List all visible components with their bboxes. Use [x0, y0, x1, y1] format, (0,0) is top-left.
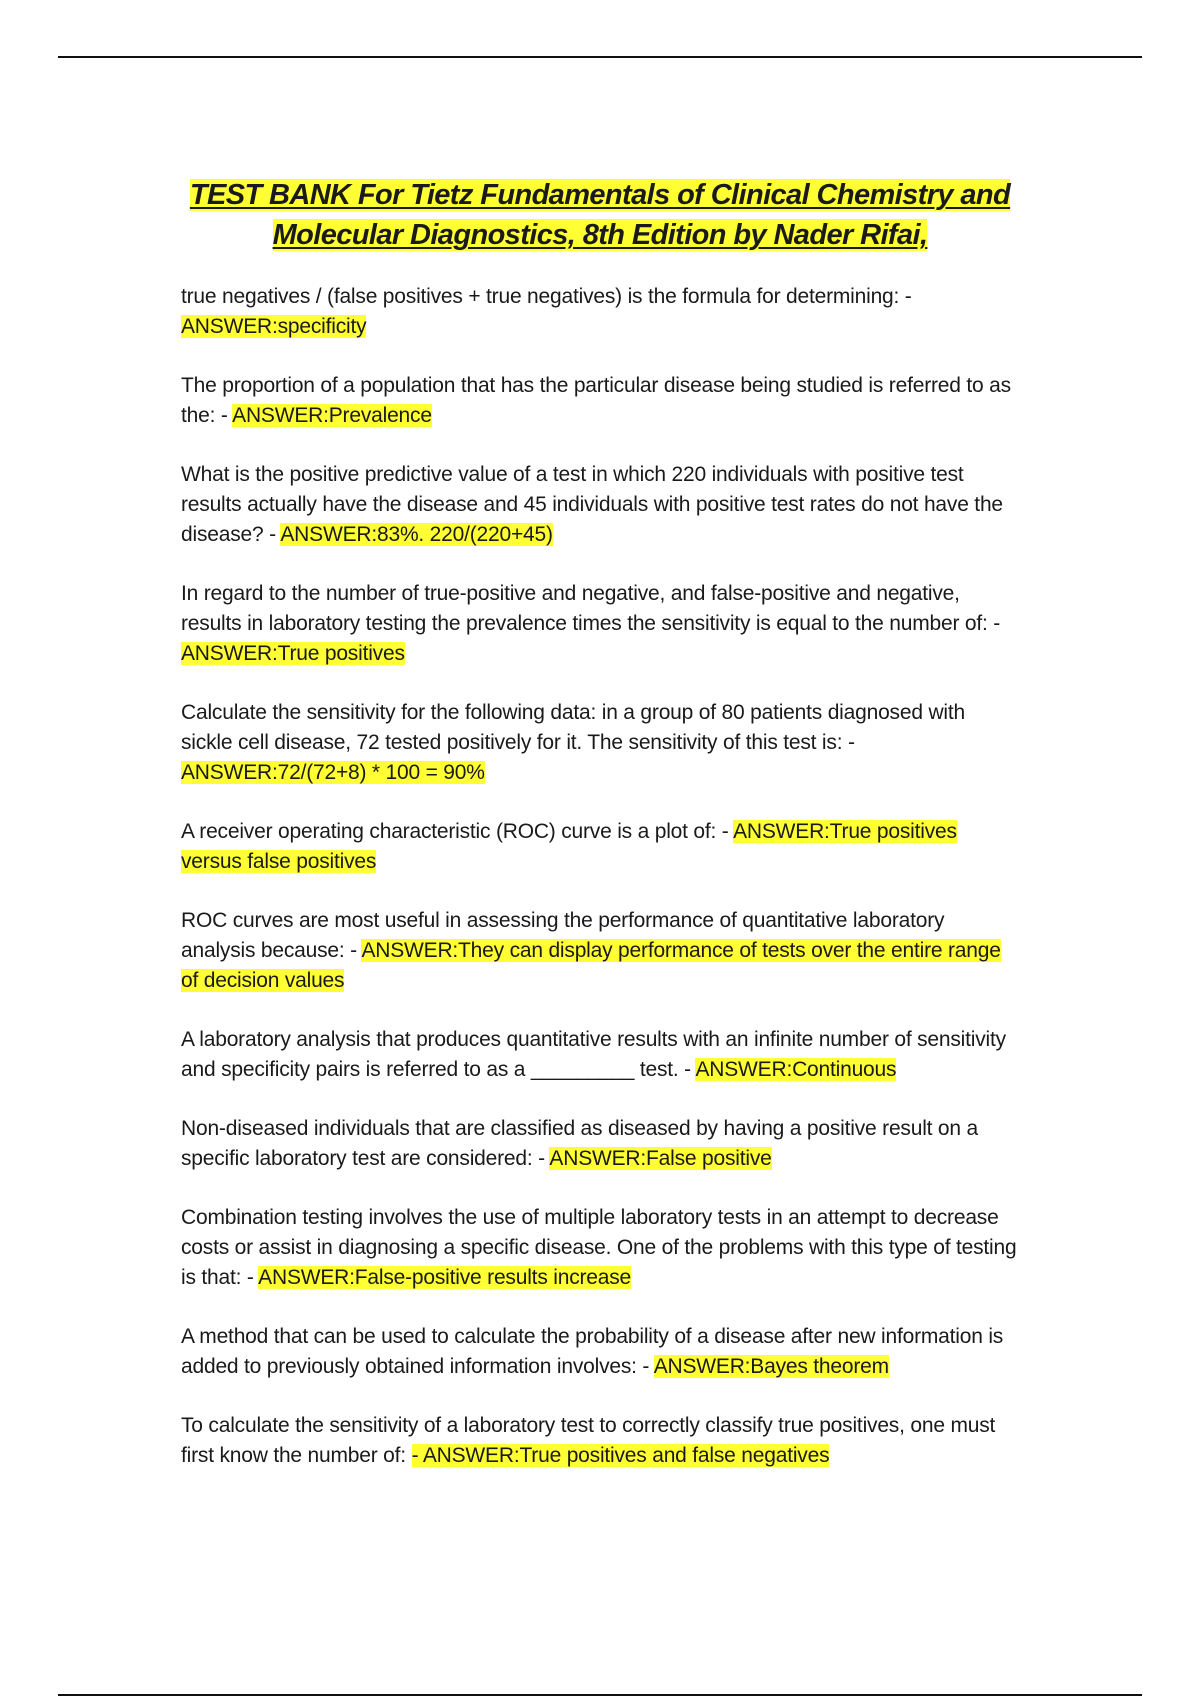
- question-text: Non-diseased individuals that are classified as diseased by having a positive result on a specific laboratory test are considered: -: [181, 1117, 979, 1170]
- question-text: Combination testing involves the use of multiple laboratory tests in an attempt to decrease costs or assist in diagnosing a specific disease. One of the problems with this type of testing is that: -: [181, 1206, 1017, 1289]
- answer-text: ANSWER:Prevalence: [232, 404, 432, 427]
- qa-item: [181, 1203, 1021, 1293]
- bottom-divider: [58, 1694, 1142, 1696]
- question-text: In regard to the number of true-positive and negative, and false-positive and negative, results in laboratory testing the prevalence times the sensitivity is equal to the number of: -: [181, 582, 1001, 635]
- answer-text: ANSWER:True positives: [181, 642, 405, 665]
- answer-text: ANSWER:False-positive results increase: [258, 1266, 632, 1289]
- question-text: A receiver operating characteristic (ROC) curve is a plot of: -: [181, 820, 734, 843]
- qa-item: [181, 1322, 1021, 1382]
- question-text: A laboratory analysis that produces quantitative results with an infinite number of sensitivity and specificity pairs is referred to as a _________ test. -: [181, 1028, 1006, 1081]
- qa-item: [181, 579, 1021, 669]
- answer-text: ANSWER:Bayes theorem: [653, 1355, 889, 1378]
- answer-text: ANSWER:True positives versus false positives: [181, 820, 957, 873]
- qa-item: [181, 1114, 1021, 1174]
- top-divider: [58, 56, 1142, 58]
- qa-item: [181, 282, 1021, 342]
- qa-item: [181, 698, 1021, 788]
- answer-text: ANSWER:72/(72+8) * 100 = 90%: [181, 761, 485, 784]
- question-text: To calculate the sensitivity of a laboratory test to correctly classify true positives, one must first know the number of:: [181, 1414, 996, 1467]
- answer-text: ANSWER:False positive: [549, 1147, 772, 1170]
- question-text: Calculate the sensitivity for the following data: in a group of 80 patients diagnosed with sickle cell disease, 72 tested positively for it. The sensitivity of this test is: -: [181, 701, 965, 754]
- document-title: [150, 175, 1050, 255]
- question-list: [181, 282, 1021, 1500]
- answer-text: ANSWER:specificity: [181, 315, 367, 338]
- qa-item: [181, 1411, 1021, 1471]
- qa-item: [181, 1025, 1021, 1085]
- answer-text: ANSWER:83%. 220/(220+45): [280, 523, 553, 546]
- qa-item: [181, 371, 1021, 431]
- qa-item: [181, 906, 1021, 996]
- document-title-text: TEST BANK For Tietz Fundamentals of Clinical Chemistry and Molecular Diagnostics, 8th Edition by Nader Rifai,: [189, 179, 1011, 251]
- answer-text: ANSWER:Continuous: [695, 1058, 897, 1081]
- question-text: A method that can be used to calculate the probability of a disease after new information is added to previously obtained information involves: -: [181, 1325, 1004, 1378]
- answer-text: - ANSWER:True positives and false negatives: [411, 1444, 830, 1467]
- answer-text: ANSWER:They can display performance of tests over the entire range of decision values: [181, 939, 1001, 992]
- qa-item: [181, 460, 1021, 550]
- question-text: ROC curves are most useful in assessing the performance of quantitative laboratory analysis because: -: [181, 909, 945, 962]
- question-text: The proportion of a population that has the particular disease being studied is referred to as the: -: [181, 374, 1011, 427]
- qa-item: [181, 817, 1021, 877]
- question-text: What is the positive predictive value of a test in which 220 individuals with positive test results actually have the disease and 45 individuals with positive test rates do not have the disease? -: [181, 463, 1003, 546]
- question-text: true negatives / (false positives + true negatives) is the formula for determining: -: [181, 285, 912, 308]
